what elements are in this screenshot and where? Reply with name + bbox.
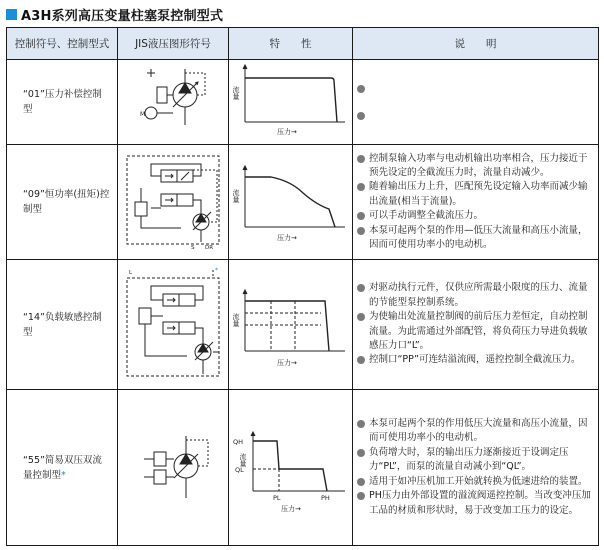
bullet-icon [357, 227, 365, 235]
motor-label: M [140, 111, 146, 118]
page-title: A3H系列高压变量柱塞泵控制型式 [21, 8, 224, 24]
ql-label: QL [234, 465, 244, 474]
bullet-icon [357, 420, 365, 428]
characteristic-graph-cell [229, 145, 353, 260]
list-item: 本泵可起两个泵的作用—低压大流量和高压小流量，因而可使用功率小的电动机。 [357, 224, 592, 253]
graph-pressure-label: 压力→ [276, 233, 297, 242]
graph-pressure-label: 压力→ [276, 128, 297, 136]
characteristic-graph-cell [229, 60, 353, 145]
load-sensing-symbol [121, 264, 225, 382]
bullet-icon [357, 112, 365, 120]
characteristic-graph-cell [229, 260, 353, 390]
hydraulic-symbol-cell [118, 145, 229, 260]
bullet-icon [357, 313, 365, 321]
list-item: 控制口“PP”可连结溢流阀，遥控控制全截流压力。 [357, 353, 592, 367]
description-cell [353, 60, 599, 145]
list-item: 随着输出压力上升，匹配预先设定输入功率而减少输出流量(相当于流量)。 [357, 180, 592, 209]
control-type-name: “14”负载敏感控制型 [7, 260, 118, 390]
list-item: 负荷增大时，泵的输出压力逐渐接近于设调定压力“PL”，而泵的流量自动减小到“QL”。 [357, 446, 592, 475]
header-control-type: 控制符号、控制型式 [7, 28, 118, 60]
pressure-compensator-symbol [133, 65, 213, 135]
graph-pressure-label: 压力→ [276, 358, 297, 367]
graph-flow-label: 流量 [231, 86, 240, 100]
bullet-icon [357, 155, 365, 163]
pq-curve-pressure-compensation [231, 60, 351, 140]
pq-curve-dual-pressure [231, 411, 351, 521]
list-item: 为使输出处流量控制阀的前后压力差恒定，自动控制流量。为此需通过外部配管，将负荷压力导进负载敏感压力口“L”。 [357, 310, 592, 353]
description-cell [353, 145, 599, 260]
port-l-label: L [129, 269, 133, 276]
port-dr-label: DR [205, 245, 214, 251]
qh-label: QH [232, 437, 243, 446]
dual-pressure-flow-symbol [128, 426, 218, 506]
table-row [7, 260, 599, 390]
control-type-name: “01”压力补偿控制型 [7, 60, 118, 145]
table-header-row [7, 28, 599, 60]
control-type-name: “55”简易双压双流量控制型* [7, 390, 118, 546]
bullet-icon [357, 183, 365, 191]
list-item: 控制泵输入功率与电动机输出功率相合，压力接近于预先设定的全截流压力时，流量自动减少。 [357, 152, 592, 181]
graph-flow-label: 流量 [231, 312, 240, 327]
graph-pressure-label: 压力→ [280, 504, 301, 513]
footnote-star: * [61, 469, 66, 481]
hydraulic-symbol-cell [118, 60, 229, 145]
table-row [7, 390, 599, 546]
bullet-icon [357, 284, 365, 292]
pl-label: PL [272, 493, 281, 502]
control-type-name: “09”恒功率(扭矩)控制型 [7, 145, 118, 260]
pq-curve-load-sensing [231, 273, 351, 373]
list-item: PH压力由外部设置的溢流阀遥控控制。当改变冲压加工品的材质和形状时，易于改变加工压力的设定。 [357, 489, 592, 518]
port-s-label: S [191, 245, 195, 251]
header-jis-symbol: JIS液压图形符号 [118, 28, 229, 60]
star-mark: * [215, 266, 218, 274]
list-item: 本泵可起两个泵的作用低压大流量和高压小流量，因而可使用功率小的电动机。 [357, 417, 592, 446]
graph-flow-label: 流量 [231, 188, 240, 203]
pq-curve-constant-power [231, 153, 351, 248]
list-item: 对驱动执行元件，仅供应所需最小限度的压力、流量的节能型泵控制系统。 [357, 281, 592, 310]
graph-flow-label: 流量 [238, 452, 247, 467]
title-square-icon [6, 9, 17, 20]
control-type-table [6, 27, 599, 546]
header-characteristic: 特 性 [229, 28, 353, 60]
bullet-icon [357, 212, 365, 220]
ph-label: PH [320, 493, 330, 502]
page-title-bar [6, 4, 223, 24]
header-description: 说 明 [353, 28, 599, 60]
hydraulic-symbol-cell [118, 260, 229, 390]
bullet-icon [357, 449, 365, 457]
table-row [7, 145, 599, 260]
characteristic-graph-cell [229, 390, 353, 546]
bullet-icon [357, 492, 365, 500]
list-item: 可以手动调整全截流压力。 [357, 209, 592, 223]
table-row [7, 60, 599, 145]
constant-power-symbol [121, 148, 225, 252]
bullet-icon [357, 85, 365, 93]
bullet-icon [357, 478, 365, 486]
description-cell [353, 390, 599, 546]
list-item: 适用于如冲压机加工开始就转换为低速进给的装置。 [357, 475, 592, 489]
bullet-icon [357, 356, 365, 364]
description-cell [353, 260, 599, 390]
hydraulic-symbol-cell [118, 390, 229, 546]
